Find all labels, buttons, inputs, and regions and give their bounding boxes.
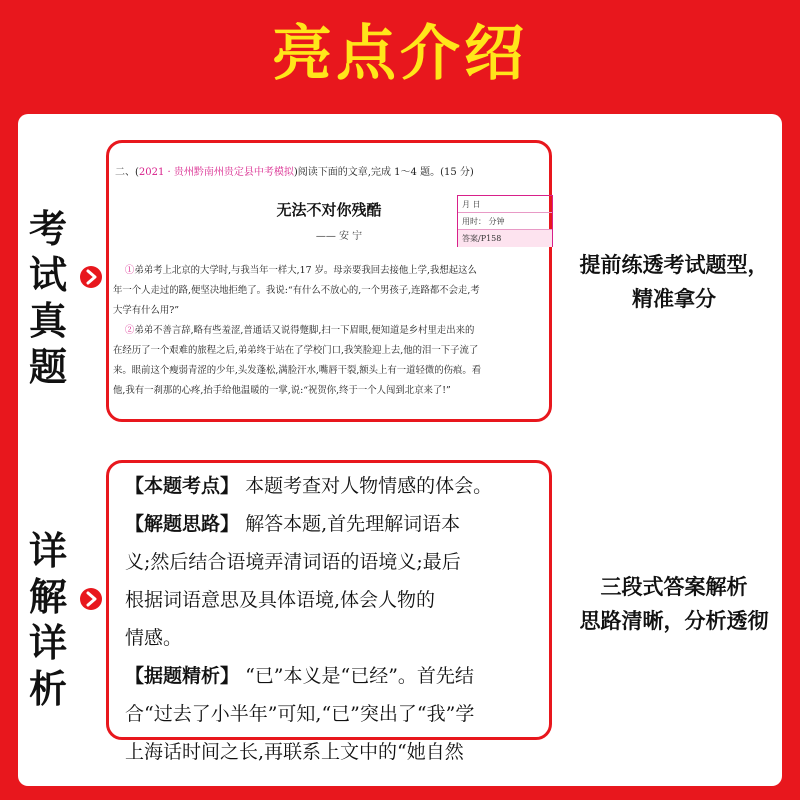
label-char: 详 (28, 529, 67, 573)
question-heading: 二、(2021 · 贵州黔南州贵定县中考模拟)阅读下面的文章,完成 1～4 题。(15 分) (115, 167, 474, 178)
info-box: 月 日 用时： 分钟 答案/P158 (457, 195, 553, 247)
essay-author: —— 安 宁 (315, 231, 363, 242)
label-char: 考 (28, 207, 67, 251)
label-char: 题 (28, 345, 67, 389)
section-label-answer (28, 528, 68, 712)
exam-sample-frame (106, 140, 552, 422)
answer-body: 【本题考点】 本题考查对人物情感的体会。 【解题思路】 解答本题,首先理解词语本 义;然后结合语境弄清词语的语境义;最后 根据词语意思及具体语境,体会人物的 情感。 【据题精析】 “已”本义是“已经”。首先结 合“过去了小半年”可知,“已”突出了“我”学 上海话时间之长,再联系上文中的“她自然 (125, 475, 493, 763)
answer-sample-frame (106, 460, 552, 763)
chevron-right-circle-icon (80, 266, 102, 288)
chevron-right-circle-icon (80, 588, 102, 610)
page-title: 亮点介绍 (272, 19, 528, 89)
answer-note: 三段式答案解析 思路清晰，分析透彻 (579, 575, 769, 633)
label-char: 解 (28, 575, 67, 619)
essay-body: ①弟弟考上北京的大学时,与我当年一样大,17 岁。母亲要我回去接他上学,我想起这么 年一个人走过的路,便坚决地拒绝了。我说:“有什么不放心的,一个男孩子,连路都不会走,考 大学有什么用?” ②弟弟不善言辞,略有些羞涩,普通话又说得蹩脚,扫一下眉眼,便知道是乡村里走出来的 在经历了一个艰难的旅程之后,弟弟终于站在了学校门口,我笑脸迎上去,他的泪一下子流了 来。眼前这个瘦弱青涩的少年,头发蓬松,满脸汗水,嘴唇干裂,额头上有一道轻微的伤痕。看 他,我有一刹那的心疼,抬手给他温暖的一掌,说:“祝贺你,终于一个人闯到北京来了!” (113, 265, 482, 396)
label-char: 析 (28, 667, 67, 711)
label-char: 真 (28, 299, 67, 343)
label-char: 详 (28, 621, 67, 665)
essay-title: 无法不对你残酷 (276, 201, 382, 219)
section-label-exam (28, 206, 68, 390)
label-char: 试 (28, 253, 67, 297)
exam-note: 提前练透考试题型， 精准拿分 (579, 253, 769, 311)
